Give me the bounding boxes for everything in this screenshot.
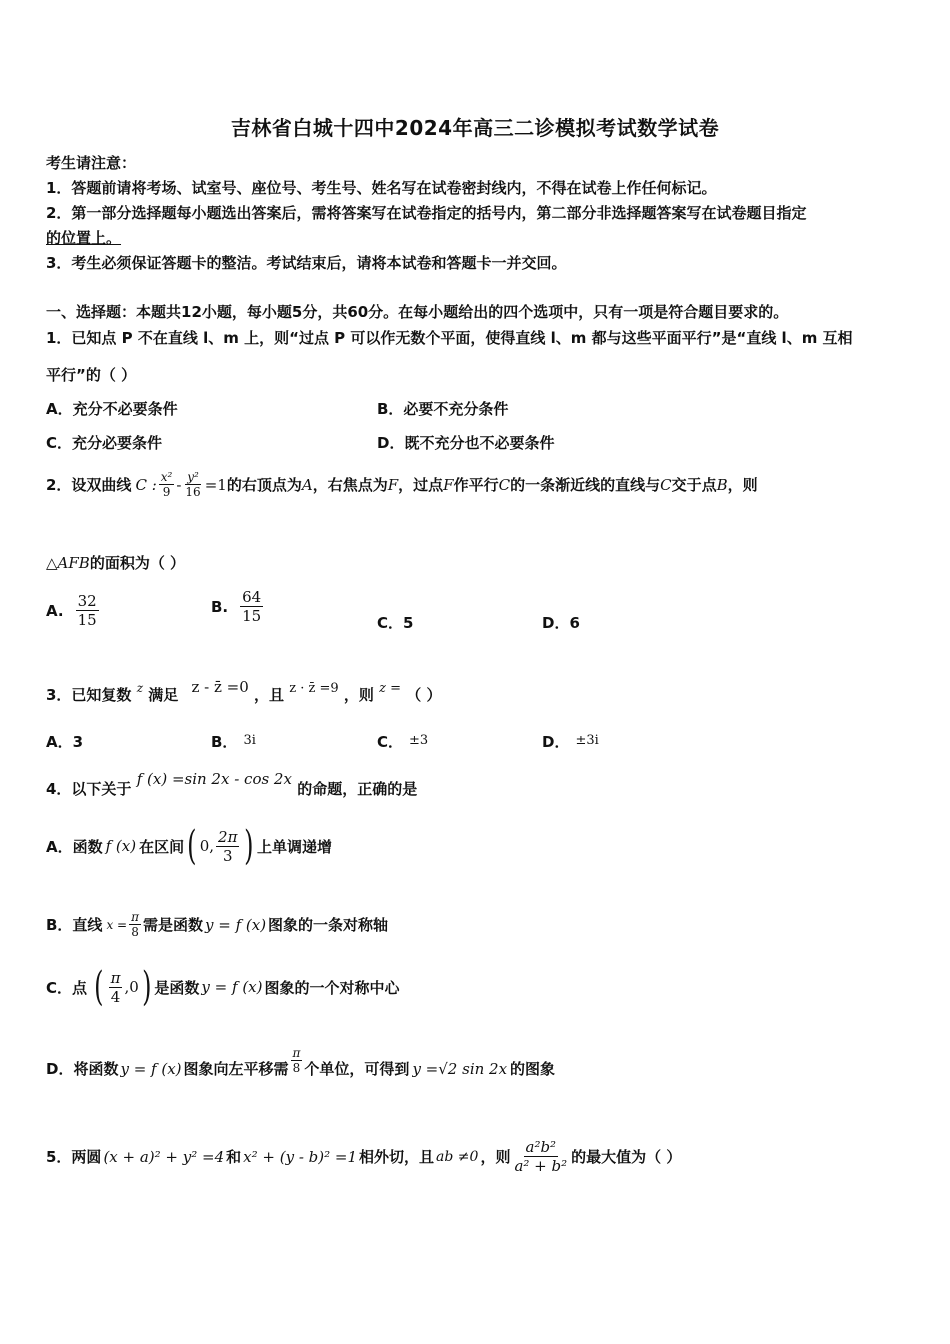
q4-option-d-text-3: 个单位，可得到 [304, 1060, 410, 1078]
q4-option-d-result: y =√2 sin 2x [412, 1059, 508, 1078]
q4-option-a-interval-start: 0, [199, 837, 215, 855]
q2-option-a-num: 32 [77, 592, 97, 610]
question-3 [46, 678, 442, 705]
q4-option-c [46, 964, 400, 1010]
q4-option-a-fraction [216, 828, 239, 865]
q5-circle-2: x² + (y - b)² =1 [243, 1147, 358, 1166]
q3-z: z [136, 681, 144, 695]
q4-option-a [46, 823, 333, 869]
notice-item-3: 3．考生必须保证答题卡的整洁。考试结束后，请将本试卷和答题卡一并交回。 [46, 254, 567, 272]
q4-option-d-num: π [292, 1046, 301, 1060]
q4-option-c-text-3: 图象的一个对称中心 [264, 978, 400, 997]
notice-heading: 考生请注意： [46, 154, 137, 172]
q3-text-2: 满足 [148, 686, 179, 704]
q3-option-b [211, 731, 256, 752]
q2-fraction-y-num: y² [187, 470, 199, 484]
q2-option-a-den: 15 [77, 611, 97, 629]
q4-option-c-den: 4 [110, 987, 121, 1006]
q4-option-c-num: π [110, 968, 121, 987]
q4-option-b-num: π [131, 910, 139, 924]
q2-option-b-label: B. [211, 597, 229, 616]
q4-option-c-text-2: 是函数 [154, 978, 200, 997]
q2-curve-label: C : [135, 475, 157, 494]
q3-condition-1: z - z̄ =0 [191, 678, 249, 696]
q2-option-d: D．6 [542, 614, 580, 632]
q2-option-a [46, 592, 101, 629]
q4-option-b [46, 910, 388, 939]
q4-option-a-text-3: 上单调递增 [257, 837, 333, 856]
q2-curve-c-2: C [660, 475, 672, 494]
q3-condition-2: z · z̄ =9 [289, 681, 339, 696]
q2-option-b-fraction [240, 588, 263, 625]
question-2-line-2 [46, 552, 185, 573]
q2-text-2: ，右焦点为 [312, 476, 388, 494]
q2-prefix: 2．设双曲线 [46, 476, 132, 494]
q4-option-b-text-1: B．直线 [46, 916, 103, 934]
q3-option-c-label: C． [377, 733, 404, 751]
q3-option-c-value: ±3 [409, 733, 429, 748]
q4-text-2: 的命题，正确的是 [297, 780, 418, 798]
q4-option-a-num: 2π [218, 827, 238, 846]
q2-point-f-2: F [443, 475, 454, 494]
q4-function: f (x) =sin 2x - cos 2x [136, 770, 292, 788]
q4-option-c-func: y = f (x) [201, 978, 263, 996]
q1-option-b: B．必要不充分条件 [377, 400, 509, 418]
q5-text-3: 相外切，且 [359, 1148, 435, 1166]
q5-condition: ab ≠0 [436, 1148, 479, 1165]
q2-option-b-num: 64 [242, 588, 262, 606]
q3-z-equals: z = [379, 681, 402, 696]
section-heading: 一、选择题：本题共12小题，每小题5分，共60分。在每小题给出的四个选项中，只有一项是符合题目要求的。 [46, 303, 789, 321]
q1-option-c: C．充分必要条件 [46, 434, 163, 452]
q2-point-b: B [716, 475, 728, 494]
q2-eq: =1 [204, 475, 227, 494]
q4-option-c-text-1: C．点 [46, 978, 88, 997]
q3-option-b-value: 3i [243, 733, 256, 748]
q3-text-4: ，则 [343, 686, 374, 704]
q2-text-4: 作平行 [453, 476, 499, 494]
q2-point-a: A [301, 475, 313, 494]
q4-option-b-func: y = f (x) [204, 915, 267, 934]
q3-option-d-label: D． [542, 733, 570, 751]
q5-text-5: 的最大值为（ ） [571, 1148, 682, 1166]
q4-option-a-den: 3 [222, 846, 233, 865]
q3-option-a: A．3 [46, 733, 84, 751]
q2-text-6: 交于点 [671, 476, 717, 494]
q4-option-d [46, 1046, 556, 1083]
q2-triangle: △AFB [46, 554, 90, 572]
right-paren-icon: ) [141, 964, 152, 1010]
notice-item-2: 2．第一部分选择题每小题选出答案后，需将答案写在试卷指定的括号内，第二部分非选择题答案写在试卷题目指定 [46, 204, 807, 222]
q5-num: a²b² [525, 1138, 557, 1156]
q4-option-d-fraction [291, 1046, 303, 1075]
q3-option-d [542, 731, 599, 752]
left-paren-icon: ( [94, 964, 104, 1010]
q4-option-c-fraction [109, 969, 123, 1006]
q4-option-d-text-1: D．将函数 [46, 1060, 119, 1078]
q5-circle-1: (x + a)² + y² =4 [103, 1147, 225, 1166]
q1-option-a: A．充分不必要条件 [46, 400, 178, 418]
notice-item-1: 1．答题前请将考场、试室号、座位号、考生号、姓名写在试卷密封线内，不得在试卷上作任何标记。 [46, 179, 717, 197]
q2-fraction-x [159, 470, 175, 499]
q4-option-b-fraction [129, 910, 141, 939]
right-paren-icon: ) [244, 823, 254, 869]
q4-option-b-text-2: 需是函数 [142, 916, 203, 934]
q4-option-b-den: 8 [131, 925, 139, 939]
q4-option-a-text-2: 在区间 [139, 837, 185, 856]
q2-text-5: 的一条渐近线的直线与 [510, 476, 661, 494]
q3-text-5: （ ） [406, 686, 442, 704]
q4-option-d-func: y = f (x) [120, 1059, 182, 1078]
q4-option-d-den: 8 [292, 1061, 301, 1075]
question-1-line-1: 1．已知点 P 不在直线 l、m 上，则“过点 P 可以作无数个平面，使得直线 l、m 都与这些平面平行”是“直线 l、m 互相 [46, 329, 853, 347]
q5-den: a² + b² [514, 1157, 568, 1175]
notice-item-2-cont: 的位置上。 [46, 229, 122, 247]
q5-text-2: 和 [226, 1148, 242, 1166]
q1-option-d: D．既不充分也不必要条件 [377, 434, 555, 452]
question-4 [46, 770, 418, 799]
q5-text-4: ，则 [480, 1148, 511, 1166]
q4-option-c-zero: ,0 [124, 978, 139, 996]
q3-option-c [377, 731, 428, 752]
question-1-line-2: 平行”的（ ） [46, 366, 137, 384]
q3-text-3: ，且 [254, 686, 285, 704]
q4-option-d-text-2: 图象向左平移需 [183, 1060, 289, 1078]
left-paren-icon: ( [187, 823, 197, 869]
q2-option-b [211, 588, 265, 625]
q4-option-d-text-4: 的图象 [510, 1060, 556, 1078]
q4-option-a-text-1: A．函数 [46, 837, 103, 856]
q3-option-d-value: ±3i [575, 733, 599, 748]
q4-option-a-func: f (x) [105, 837, 137, 855]
q2-fraction-y-den: 16 [185, 485, 201, 499]
q2-text-7: ，则 [727, 476, 758, 494]
q3-text-1: 3．已知复数 [46, 686, 132, 704]
q5-fraction [512, 1138, 569, 1175]
q2-option-b-den: 15 [242, 607, 262, 625]
q5-text-1: 5．两圆 [46, 1148, 102, 1166]
q2-minus: - [176, 475, 182, 494]
q2-text-1: 的右顶点为 [226, 476, 302, 494]
q4-option-b-text-3: 图象的一条对称轴 [268, 916, 389, 934]
q2-point-f: F [387, 475, 399, 494]
page-title: 吉林省白城十四中2024年高三二诊模拟考试数学试卷 [230, 116, 720, 140]
q2-fraction-x-num: x² [160, 470, 173, 484]
q2-option-c: C．5 [377, 614, 414, 632]
q2-text-3: ，过点 [398, 476, 444, 494]
q2-fraction-x-den: 9 [162, 485, 171, 499]
q2-fraction-y [183, 470, 202, 499]
q2-option-a-label: A. [46, 601, 64, 620]
q4-text-1: 4．以下关于 [46, 780, 132, 798]
question-2-line-1 [46, 470, 758, 499]
q2-curve-c: C [498, 475, 511, 494]
q3-option-b-label: B． [211, 733, 238, 751]
q2-line-2-text: 的面积为（ ） [89, 554, 186, 572]
question-5 [46, 1138, 681, 1175]
q4-option-b-x: x = [106, 917, 128, 932]
q2-option-a-fraction [76, 592, 99, 629]
